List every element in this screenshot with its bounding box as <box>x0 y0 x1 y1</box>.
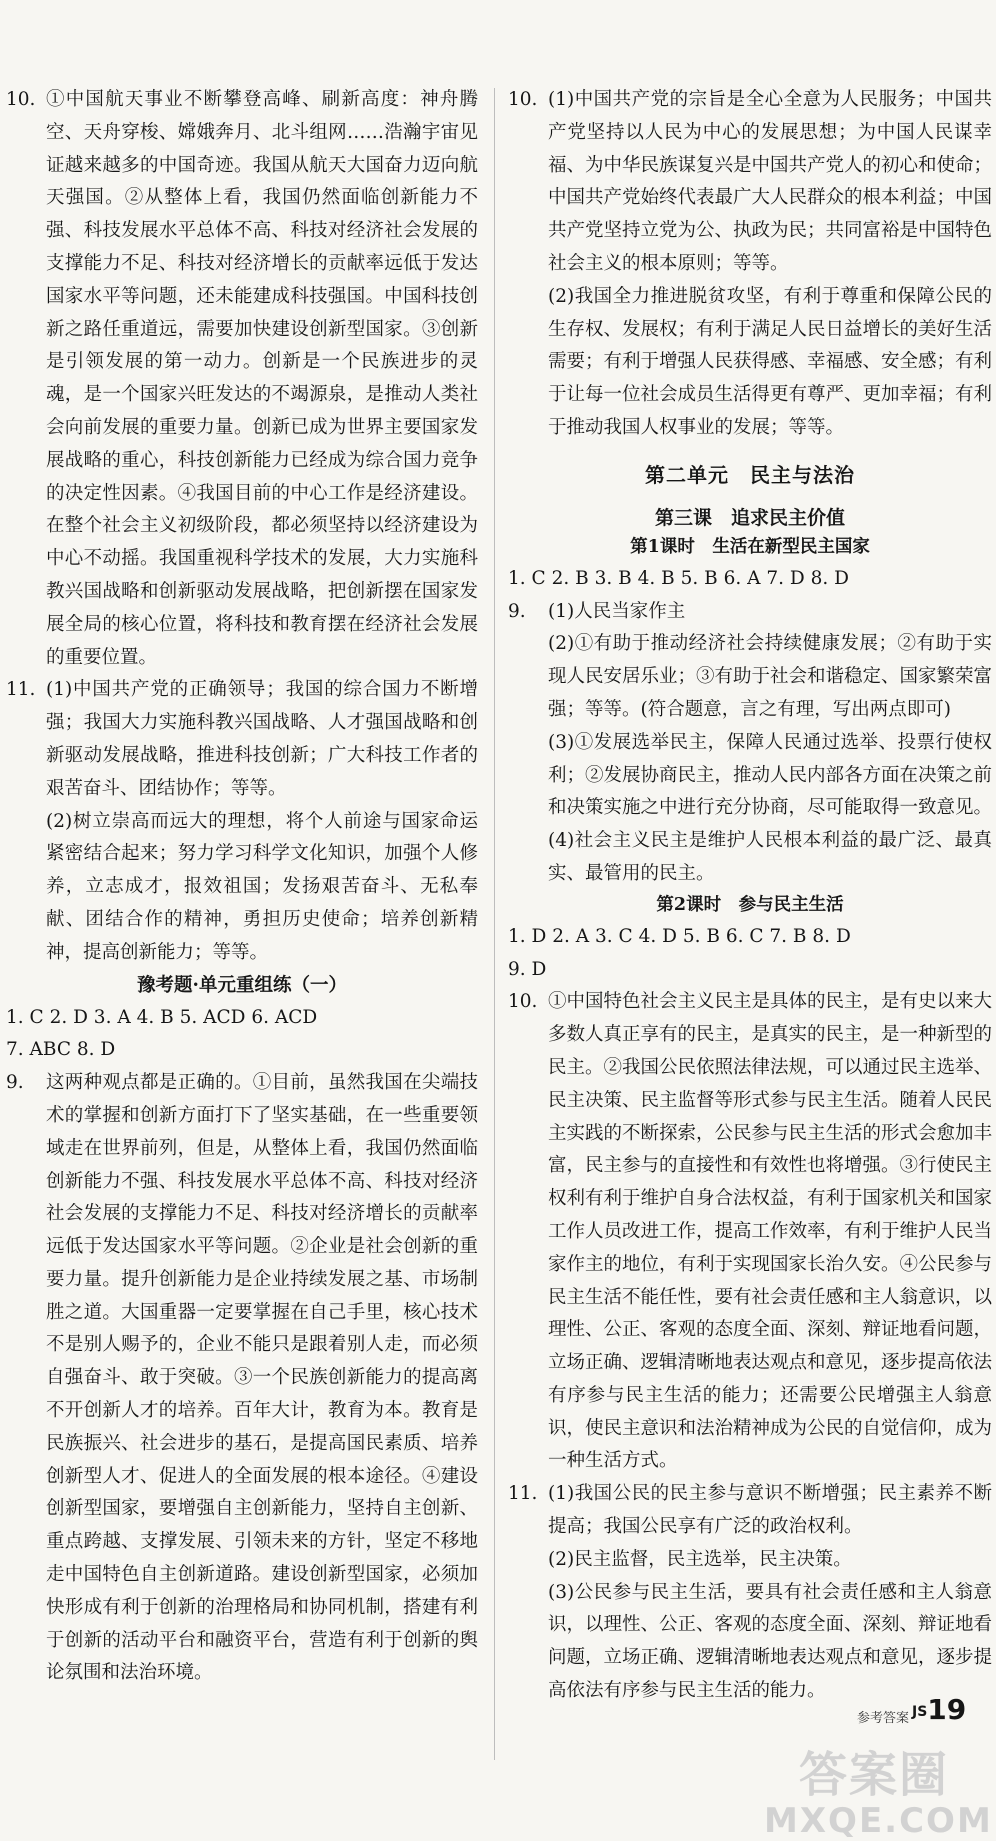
answer-part-4: (4)社会主义民主是维护人民根本利益的最广泛、最真实、最管用的民主。 <box>548 830 992 884</box>
page-number: 19 <box>927 1693 967 1726</box>
unit-title: 第二单元 民主与法治 <box>645 462 855 487</box>
item-number: 11. <box>508 1483 538 1505</box>
left-column <box>6 84 478 1690</box>
item-number: 10. <box>508 991 538 1013</box>
choice-answers-period-2: 1. D 2. A 3. C 4. D 5. B 6. C 7. B 8. D <box>508 925 851 947</box>
page-number-badge <box>912 1693 966 1726</box>
answer-part-3: (3)公民参与民主生活，要具有社会责任感和主人翁意识，以理性、公正、客观的态度全面、深刻、辩证地看问题，立场正确、逻辑清晰地表达观点和意见，逐步提高依法有序参与民主生活的能力。 <box>548 1581 993 1702</box>
period-2-title: 第2课时 参与民主生活 <box>656 894 844 915</box>
watermark <box>764 1747 993 1841</box>
answer-text: ①中国特色社会主义民主是具体的民主，是有史以来大多数人真正享有的民主，是真实的民主，是一种新型的民主。②我国公民依照法律法规，可以通过民主选举、民主决策、民主监督等形式参与民主生活。随着人民民主实践的不断探索，公民参与民主生活的形式会愈加丰富，民主参与的直接性和有效性也将增强。③行使民主权利有利于维护自身合法权益，有利于国家机关和国家工作人员改进工作，提高工作效率，有利于维护人民当家作主的地位，有利于实现国家长治久安。④公民参与民主生活不能任性，要有社会责任感和主人翁意识，以理性、公正、客观的态度全面、深刻、辩证地看问题，立场正确、逻辑清晰地表达观点和意见，逐步提高依法有序参与民主生活的能力；还需要公民增强主人翁意识，使民主意识和法治精神成为公民的自觉信仰，成为一种生活方式。 <box>548 991 993 1472</box>
answer-item-9 <box>6 1067 478 1690</box>
answer-part-2: (2)①有助于推动经济社会持续健康发展；②有助于实现人民安居乐业；③有助于社会和谐稳定、国家繁荣富强；等等。(符合题意，言之有理，写出两点即可) <box>548 633 993 720</box>
choice-answers-row-1: 1. C 2. D 3. A 4. B 5. ACD 6. ACD <box>6 1006 318 1028</box>
answer-part-2: (2)树立崇高而远大的理想，将个人前途与国家命运紧密结合起来；努力学习科学文化知识，加强个人修养，立志成才，报效祖国；发扬艰苦奋斗、无私奉献、团结合作的精神，勇担历史使命；培养创新精神，提高创新能力；等等。 <box>46 810 478 963</box>
answer-item-9-period-1 <box>508 596 992 891</box>
item-number: 10. <box>508 89 538 110</box>
column-divider <box>494 88 495 1760</box>
answer-part-1: (1)我国公民的民主参与意识不断增强；民主素养不断提高；我国公民享有广泛的政治权利。 <box>548 1483 992 1538</box>
answer-part-1: (1)中国共产党的正确领导；我国的综合国力不断增强；我国大力实施科教兴国战略、人才强国战略和创新驱动发展战略，推进科技创新；广大科技工作者的艰苦奋斗、团结协作；等等。 <box>46 679 478 799</box>
answer-item-10-unit1 <box>508 84 992 445</box>
item-number: 10. <box>6 89 36 110</box>
lesson-title: 第三课 追求民主价值 <box>654 506 845 529</box>
item-number: 11. <box>6 679 36 701</box>
section-title: 豫考题·单元重组练（一） <box>137 974 347 996</box>
answer-part-3: (3)①发展选举民主，保障人民通过选举、投票行使权利；②发展协商民主，推动人民内部各方面在决策之前和决策实施之中进行充分协商，尽可能取得一致意见。 <box>548 731 993 819</box>
footer-label: 参考答案 <box>857 1711 910 1726</box>
answer-part-1: (1)中国共产党的宗旨是全心全意为人民服务；中国共产党坚持以人民为中心的发展思想；为中国人民谋幸福、为中华民族谋复兴是中国共产党人的初心和使命；中国共产党始终代表最广大人民群众的根本利益；中国共产党坚持立党为公、执政为民；共同富裕是中国特色社会主义的根本原则；等等。 <box>548 89 993 274</box>
item-number: 9. <box>6 1072 24 1094</box>
choice-answer-9: 9. D <box>508 958 547 980</box>
watermark-domain: MXQE.COM <box>764 1801 993 1841</box>
answer-item-11-period-2 <box>508 1478 992 1708</box>
right-column <box>508 84 992 1708</box>
choice-answers-row-2: 7. ABC 8. D <box>6 1039 116 1061</box>
page-prefix: JS <box>912 1704 928 1720</box>
choice-answers-period-1: 1. C 2. B 3. B 4. B 5. B 6. A 7. D 8. D <box>508 567 849 589</box>
watermark-logo-text: 答案圈 <box>798 1747 949 1803</box>
answer-item-10-period-2 <box>508 986 992 1478</box>
answer-part-1: (1)人民当家作主 <box>548 600 686 622</box>
answer-item-11 <box>6 674 478 969</box>
answer-part-2: (2)我国全力推进脱贫攻坚，有利于尊重和保障公民的生存权、发展权；有利于满足人民日益增长的美好生活需要；有利于增强人民获得感、幸福感、安全感；有利于让每一位社会成员生活得更有尊严、更加幸福；有利于推动我国人权事业的发展；等等。 <box>548 285 993 438</box>
answer-text: ①中国航天事业不断攀登高峰、刷新高度：神舟腾空、天舟穿梭、嫦娥奔月、北斗组网……浩瀚宇宙见证越来越多的中国奇迹。我国从航天大国奋力迈向航天强国。②从整体上看，我国仍然面临创新能力不强、科技发展水平总体不高、科技对经济社会发展的支撑能力不足、科技对经济增长的贡献率远低于发达国家水平等问题，还未能建成科技强国。中国科技创新之路任重道远，需要加快建设创新型国家。③创新是引领发展的第一动力。创新是一个民族进步的灵魂，是一个国家兴旺发达的不竭源泉，是推动人类社会向前发展的重要力量。创新已成为世界主要国家发展战略的重心，科技创新能力已经成为综合国力竞争的决定性因素。④我国目前的中心工作是经济建设。在整个社会主义初级阶段，都必须坚持以经济建设为中心不动摇。我国重视科学技术的发展，大力实施科教兴国战略和创新驱动发展战略，把创新摆在国家发展全局的核心位置，将科技和教育摆在经济社会发展的重要位置。 <box>46 89 478 668</box>
answer-text: 这两种观点都是正确的。①目前，虽然我国在尖端技术的掌握和创新方面打下了坚实基础，在一些重要领域走在世界前列，但是，从整体上看，我国仍然面临创新能力不强、科技发展水平总体不高、科技对经济社会发展的支撑能力不足、科技对经济增长的贡献率远低于发达国家水平等问题。②企业是社会创新的重要力量。提升创新能力是企业持续发展之基、市场制胜之道。大国重器一定要掌握在自己手里，核心技术不是别人赐予的，企业不能只是跟着别人走，而必须自强奋斗、敢于突破。③一个民族创新能力的提高离不开创新人才的培养。百年大计，教育为本。教育是民族振兴、社会进步的基石，是提高国民素质、培养创新型人才、促进人的全面发展的根本途径。④建设创新型国家，要增强自主创新能力，坚持自主创新、重点跨越、支撑发展、引领未来的方针，坚定不移地走中国特色自主创新道路。建设创新型国家，必须加快形成有利于创新的治理格局和协同机制，搭建有利于创新的活动平台和融资平台，营造有利于创新的舆论氛围和法治环境。 <box>46 1072 478 1684</box>
item-number: 9. <box>508 600 526 622</box>
answer-part-2: (2)民主监督，民主选举，民主决策。 <box>548 1548 852 1570</box>
period-1-title: 第1课时 生活在新型民主国家 <box>630 536 870 557</box>
answer-item-10 <box>6 84 478 674</box>
